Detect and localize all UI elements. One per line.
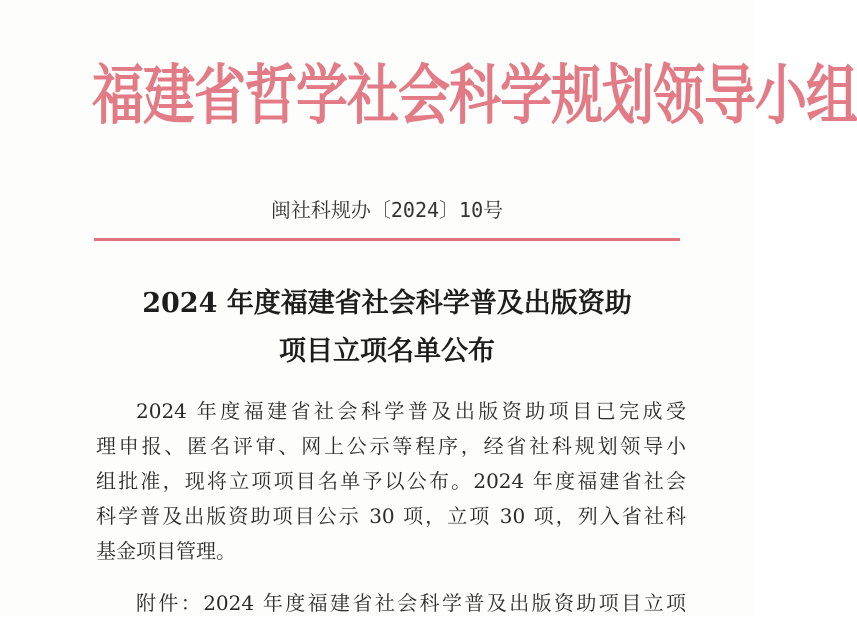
body-line-4: 科学普及出版资助项目公示 30 项，立项 30 项，列入省社科 [96,504,686,528]
body-line-3: 组批准，现将立项项目名单予以公布。2024 年度福建省社会 [96,469,686,493]
document-title-line-1: 2024 年度福建省社会科学普及出版资助 [142,288,632,319]
body-line-2: 理申报、匿名评审、网上公示等程序，经省社科规划领导小 [96,434,686,458]
red-divider-line [94,238,680,241]
body-line-1: 2024 年度福建省社会科学普及出版资助项目已完成受 [136,399,686,423]
issuing-organization-header: 福建省哲学社会科学规划领导小组 [92,58,857,134]
attachment-line: 附件：2024 年度福建省社会科学普及出版资助项目立项 [136,591,686,615]
body-paragraph [96,394,686,569]
document-title [92,280,682,376]
body-line-5: 基金项目管理。 [96,539,236,563]
document-title-line-2: 项目立项名单公布 [279,336,495,367]
document-number: 闽社科规办〔2024〕10号 [270,198,504,222]
